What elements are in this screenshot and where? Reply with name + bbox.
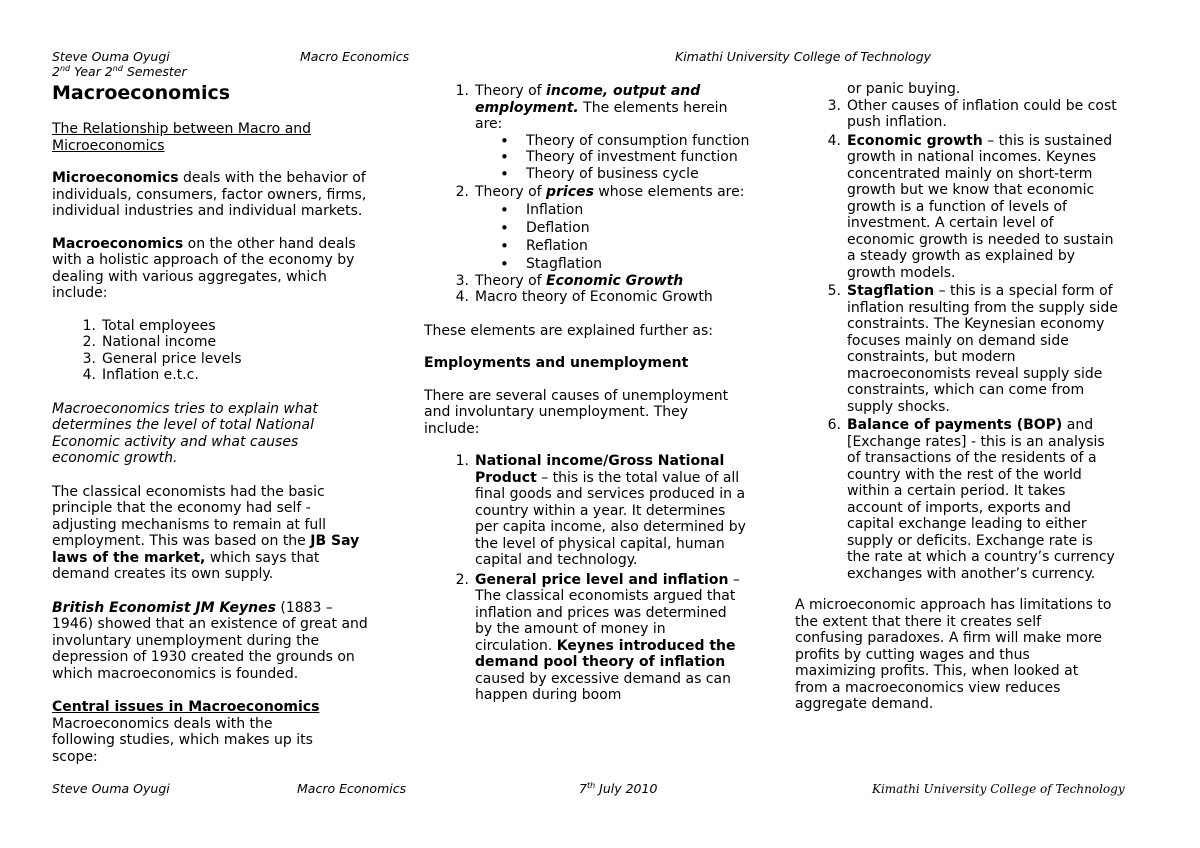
list-item: 3. Other causes of inflation could be cost push inflation.	[827, 97, 1117, 130]
header-institution: Kimathi University College of Technology	[675, 49, 932, 64]
keynes-paragraph: British Economist JM Keynes (1883 – 1946) showed that an existence of great and involuntary unemployment during the depression of 1930 created the grounds on which macroeconomics is founded.	[52, 599, 368, 682]
list-item: 2. National income	[82, 334, 217, 350]
income-elements-list	[475, 133, 750, 183]
footer-date: 7th July 2010	[579, 780, 658, 796]
list-item: 1. Total employees	[82, 317, 216, 334]
classical-paragraph: The classical economists had the basic principle that the economy had self -adjusting mechanisms to remain at full employment. This was based on the JB Say laws of the market, which says that demand creates its own supply.	[52, 483, 360, 582]
list-item: 1. National income/Gross National Product – this is the total value of all final goods and services produced in a country within a year. It determines per capita income, also determined by the level of physical capital, human capital and technology.	[455, 453, 746, 568]
list-item: • Reflation	[526, 237, 750, 255]
microeconomics-paragraph: Microeconomics deals with the behavior of individuals, consumers, factor owners, firms, individual industries and individual markets.	[52, 170, 367, 219]
footer-course: Macro Economics	[297, 781, 407, 796]
column-3	[795, 81, 1125, 713]
explained-text: These elements are explained further as:	[424, 322, 714, 339]
list-item: 2. General price level and inflation – The classical economists argued that inflation and prices was determined by the amount of money in circulation. Keynes introduced the demand pool theory of inflation caused by excessive demand as can happen during boom	[455, 571, 740, 703]
list-item: 3. Theory of Economic Growth	[455, 272, 684, 289]
section-subheading: The Relationship between Macro and Microeconomics	[52, 121, 312, 154]
list-item: 4. Macro theory of Economic Growth	[455, 289, 713, 305]
employment-intro: There are several causes of unemployment and involuntary unemployment. They include:	[424, 387, 729, 437]
header-course: Macro Economics	[300, 49, 410, 64]
aggregates-list	[52, 318, 378, 384]
header-author: Steve Ouma Oyugi	[52, 49, 170, 64]
causes-list	[424, 453, 747, 704]
list-item: 6. Balance of payments (BOP) and [Exchange rates] - this is an analysis of transactions of the residents of a country with the rest of the world within a certain period. It takes account of imports, exports and capital exchange leading to either supply or deficits. Exchange rate is the rate at which a country’s currency exchanges with another’s currency.	[827, 417, 1115, 582]
column-1	[52, 82, 378, 765]
page-title: Macroeconomics	[52, 82, 231, 104]
central-issues-text: Macroeconomics deals with the following studies, which makes up its scope:	[52, 715, 313, 765]
list-item-continued: or panic buying.	[847, 81, 961, 97]
list-item: 4. Economic growth – this is sustained growth in national incomes. Keynes concentrated mainly on short-term growth but we know that economic growth is a function of levels of investment. A certain level of economic growth is needed to sustain a steady growth as explained by growth models.	[827, 132, 1114, 281]
list-item: 2. Theory of prices whose elements are: • Inflation • Deflation • Reflation • Stagflation	[475, 184, 750, 273]
list-item: • Theory of investment function	[526, 149, 750, 166]
list-item: • Stagflation	[526, 255, 750, 273]
list-item: 5. Stagflation – this is a special form of inflation resulting from the supply side constraints. The Keynesian economy focuses mainly on demand side constraints, but modern macroeconomists reveal supply side constraints, which can come from supply shocks.	[827, 283, 1118, 415]
header-year-semester: 2nd Year 2nd Semester	[52, 63, 187, 79]
central-issues-heading: Central issues in Macroeconomics	[52, 699, 320, 715]
causes-list-continued	[795, 81, 1119, 582]
macroeconomics-paragraph: Macroeconomics on the other hand deals with a holistic approach of the economy by dealing with various aggregates, which include:	[52, 235, 356, 301]
list-item: • Theory of business cycle	[526, 166, 750, 183]
list-item: 4. Inflation e.t.c.	[82, 367, 199, 383]
price-elements-list	[475, 201, 750, 273]
employment-heading: Employments and unemployment	[424, 355, 689, 371]
list-item: 1. Theory of income, output and employment. The elements herein are: • Theory of consumption function • Theory of investment function • Theory of business cycle	[475, 83, 750, 182]
footer-author: Steve Ouma Oyugi	[52, 781, 170, 796]
list-item: 3. General price levels	[82, 350, 242, 367]
macro-explanation-paragraph: Macroeconomics tries to explain what determines the level of total National Economic activity and what causes economic growth.	[52, 400, 318, 466]
list-item: • Deflation	[526, 219, 750, 237]
closing-paragraph: A microeconomic approach has limitations to the extent that there it creates self confusing paradoxes. A firm will make more profits by cutting wages and thus maximizing profits. This, when looked at from a macroeconomics view reduces aggregate demand.	[795, 597, 1112, 712]
column-2	[424, 83, 750, 704]
footer-institution: Kimathi University College of Technology	[872, 782, 1125, 796]
list-item: • Inflation	[526, 201, 750, 219]
theories-list	[424, 83, 750, 306]
list-item: • Theory of consumption function	[526, 133, 750, 150]
